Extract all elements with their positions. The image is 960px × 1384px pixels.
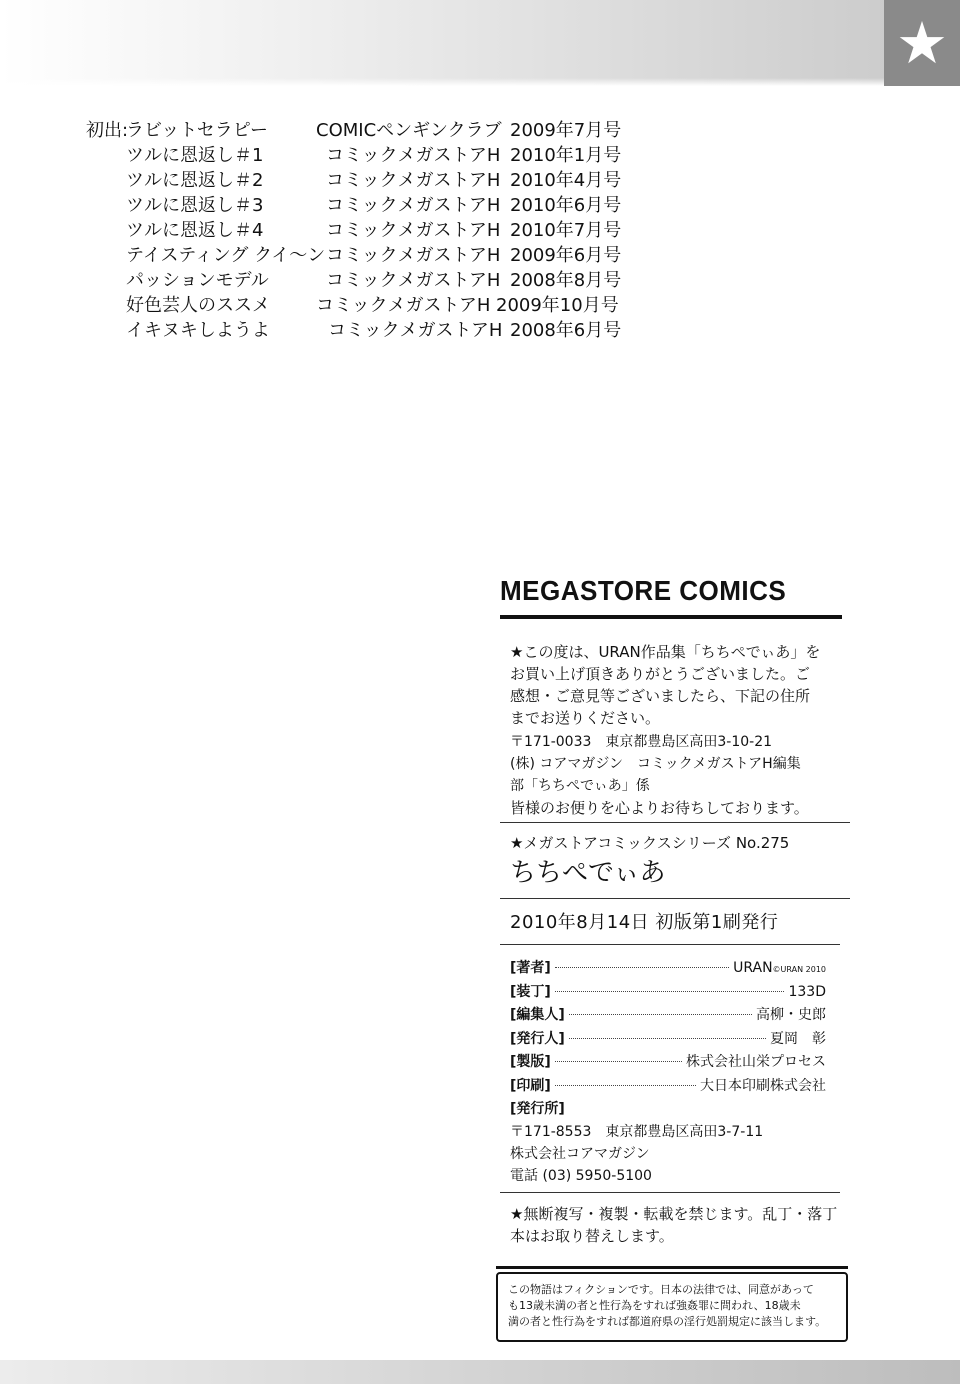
credit-date: 2010年4月号 [510,170,622,191]
bottom-gradient-band [0,1360,960,1384]
address-line: 部「ちちぺでぃあ」係 [510,778,650,794]
credit-title: ツルに恩返し＃4 [126,220,264,241]
staff-role: [装丁] [510,983,551,1000]
credit-date: 2010年6月号 [510,195,622,216]
credit-title: イキヌキしようよ [126,320,270,341]
staff-name: 133D [788,983,826,1000]
notice-line: ★無断複写・複製・転載を禁じます。乱丁・落丁 [510,1205,838,1223]
credit-magazine: コミックメガストアH [326,170,501,191]
thanks-line: ★この度は、URAN作品集「ちちぺでぃあ」を [510,643,821,661]
staff-role: [著者] [510,960,551,976]
credit-magazine: COMICペンギンクラブ [316,120,502,141]
staff-name: 大日本印刷株式会社 [700,1077,826,1094]
brand-underline [500,615,842,619]
staff-row [510,957,826,981]
staff-role: [印刷] [510,1077,551,1094]
credit-row [86,118,646,143]
credit-magazine: コミックメガストアH [326,145,501,166]
address-line: (株) コアマガジン コミックメガストアH編集 [510,756,801,772]
credit-magazine: コミックメガストアH [326,220,501,241]
wait-message: 皆様のお便りを心よりお待ちしております。 [510,799,809,817]
publisher-role: [発行所] [510,1101,565,1117]
credit-magazine: コミックメガストアH [326,270,501,291]
credit-date: 2010年7月号 [510,220,622,241]
staff-row [510,1004,826,1028]
staff-name: 株式会社山栄プロセス [686,1054,826,1070]
divider [500,822,850,823]
credit-row [86,168,646,193]
credit-date: 2009年10月号 [496,295,619,316]
credit-title: ツルに恩返し＃3 [126,195,264,216]
staff-name: 高柳・史郎 [756,1007,826,1023]
leader-dots [555,991,785,992]
fiction-line: も13歳未満の者と性行為をすれば強姦罪に問われ、18歳未 [508,1299,801,1312]
credit-row [86,293,646,318]
credit-row [86,268,646,293]
credits-prefix: 初出: [86,120,129,141]
brand-logo-text: MEGASTORE COMICS [500,575,787,606]
leader-dots [569,1038,766,1039]
publisher-address [510,1121,763,1187]
credit-title: パッションモデル [126,270,269,291]
fiction-line: 満の者と性行為をすれば都道府県の淫行処罰規定に該当します。 [508,1315,827,1328]
thanks-paragraph [510,641,820,729]
credit-date: 2008年8月号 [510,270,622,291]
leader-dots [569,1014,752,1015]
staff-row [510,981,826,1005]
staff-role: [発行人] [510,1030,565,1047]
credit-magazine: コミックメガストアH [328,320,503,341]
leader-dots [555,1085,696,1086]
divider [500,898,850,899]
fiction-line: この物語はフィクションです。日本の法律では、同意があって [508,1283,814,1296]
credit-title: ツルに恩返し＃2 [126,170,264,191]
staff-row [510,1051,826,1075]
thanks-line: お買い上げ頂きありがとうございました。ご [510,665,811,683]
credit-row [86,318,646,343]
thanks-line: までお送りください。 [510,709,661,727]
staff-row [510,1075,826,1099]
staff-row [510,1098,826,1122]
credit-date: 2008年6月号 [510,320,622,341]
divider [500,944,840,945]
staff-credits [510,957,826,1122]
publisher-line: 〒171-8553 東京都豊島区高田3-7-11 [510,1124,764,1140]
credit-title: ツルに恩返し＃1 [126,145,264,166]
credit-date: 2010年1月号 [510,145,622,166]
credit-magazine: コミックメガストアH [326,195,501,216]
credit-date: 2009年7月号 [510,120,622,141]
notice-line: 本はお取り替えします。 [510,1227,674,1245]
staff-name [733,957,826,981]
thanks-line: 感想・ご意見等ございましたら、下記の住所 [510,687,811,705]
publisher-line: 電話 (03) 5950-5100 [510,1168,652,1184]
credit-row [86,243,646,268]
staff-name: 夏岡 彰 [770,1030,826,1047]
box-top-rule [496,1266,848,1269]
first-appearance-list [86,118,646,343]
staff-role: [製版] [510,1054,551,1070]
staff-row [510,1028,826,1052]
corner-tab [884,0,960,86]
mail-address [510,731,801,797]
author-name: URAN [733,960,773,976]
credit-date: 2009年6月号 [510,245,622,266]
leader-dots [555,967,729,968]
copyright-note: ©URAN 2010 [772,965,826,974]
credit-row [86,193,646,218]
copy-notice [510,1203,837,1247]
address-line: 〒171-0033 東京都豊島区高田3-10-21 [510,734,773,750]
publication-date: 2010年8月14日 初版第1刷発行 [510,912,779,933]
fiction-notice [508,1282,838,1330]
publisher-line: 株式会社コアマガジン [510,1146,650,1162]
credit-magazine: コミックメガストアH [326,245,501,266]
leader-dots [555,1061,682,1062]
divider [500,1192,840,1193]
book-title: ちちぺでぃあ [510,858,666,888]
credit-row [86,143,646,168]
credit-row [86,218,646,243]
credit-title: テイスティング クイ〜ン [126,245,326,266]
credit-title: 好色芸人のススメ [126,295,270,316]
staff-role: [編集人] [510,1007,565,1023]
star-icon: ★ [896,9,948,77]
series-label: ★メガストアコミックスシリーズ No.275 [510,834,790,852]
credit-magazine: コミックメガストアH [316,295,491,316]
credit-title: ラビットセラピー [126,120,269,141]
top-gradient-band [0,0,960,86]
